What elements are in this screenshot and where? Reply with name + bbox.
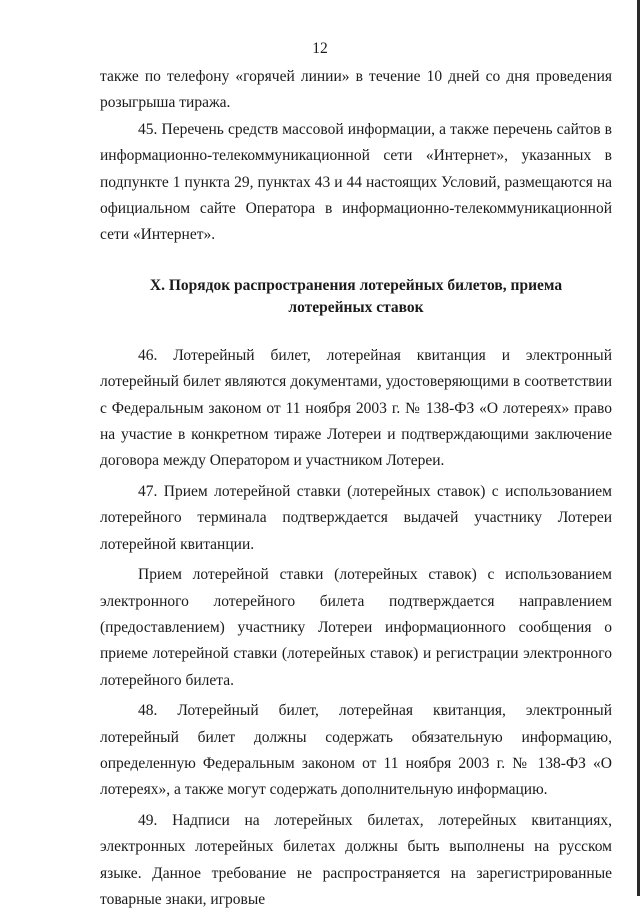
document-body	[100, 64, 612, 913]
section-heading-line-1: X. Порядок распространения лотерейных билетов, приема	[149, 276, 563, 294]
section-gap	[100, 319, 612, 343]
section-gap	[100, 249, 612, 275]
section-heading	[100, 275, 612, 319]
paragraph-46: 46. Лотерейный билет, лотерейная квитанция и электронный лотерейный билет являются документами, удостоверяющими в соответствии с Федеральным законом от 11 ноября 2003 г. № 138-ФЗ «О лотереях» право на участие в конкретном тираже Лотереи и подтверждающими заключение договора между Оператором и участником Лотереи.	[100, 346, 612, 470]
page-number: 12	[312, 40, 328, 57]
paragraph-45: 45. Перечень средств массовой информации, а также перечень сайтов в информационно-телекоммуникационной сети «Интернет», указанных в подпункте 1 пункта 29, пунктах 43 и 44 настоящих Условий, размещаются на официальном сайте Оператора в информационно-телекоммуникационной сети «Интернет».	[100, 120, 612, 244]
section-heading-line-2: лотерейных ставок	[288, 298, 424, 316]
paragraph-47-continued: Прием лотерейной ставки (лотерейных ставок) с использованием электронного лотерейного билета подтверждается направлением (предоставлением) участнику Лотереи информационного сообщения о приеме лотерейной ставки (лотерейных ставок) и регистрации электронного лотерейного билета.	[100, 566, 612, 689]
paragraph-48: 48. Лотерейный билет, лотерейная квитанция, электронный лотерейный билет должны содержать обязательную информацию, определенную Федеральным законом от 11 ноября 2003 г. № 138-ФЗ «О лотереях», а также могут содержать дополнительную информацию.	[100, 702, 612, 799]
paragraph-49: 49. Надписи на лотерейных билетах, лотерейных квитанциях, электронных лотерейных билетах должны быть выполнены на русском языке. Данное требование не распространяется на зарегистрированные товарные знаки, игровые	[100, 811, 612, 908]
paragraph-continuation: также по телефону «горячей линии» в течение 10 дней со дня проведения розыгрыша тиража.	[100, 68, 612, 112]
paragraph-47: 47. Прием лотерейной ставки (лотерейных ставок) с использованием лотерейного терминала подтверждается выдачей участнику Лотереи лотерейной квитанции.	[100, 482, 612, 553]
